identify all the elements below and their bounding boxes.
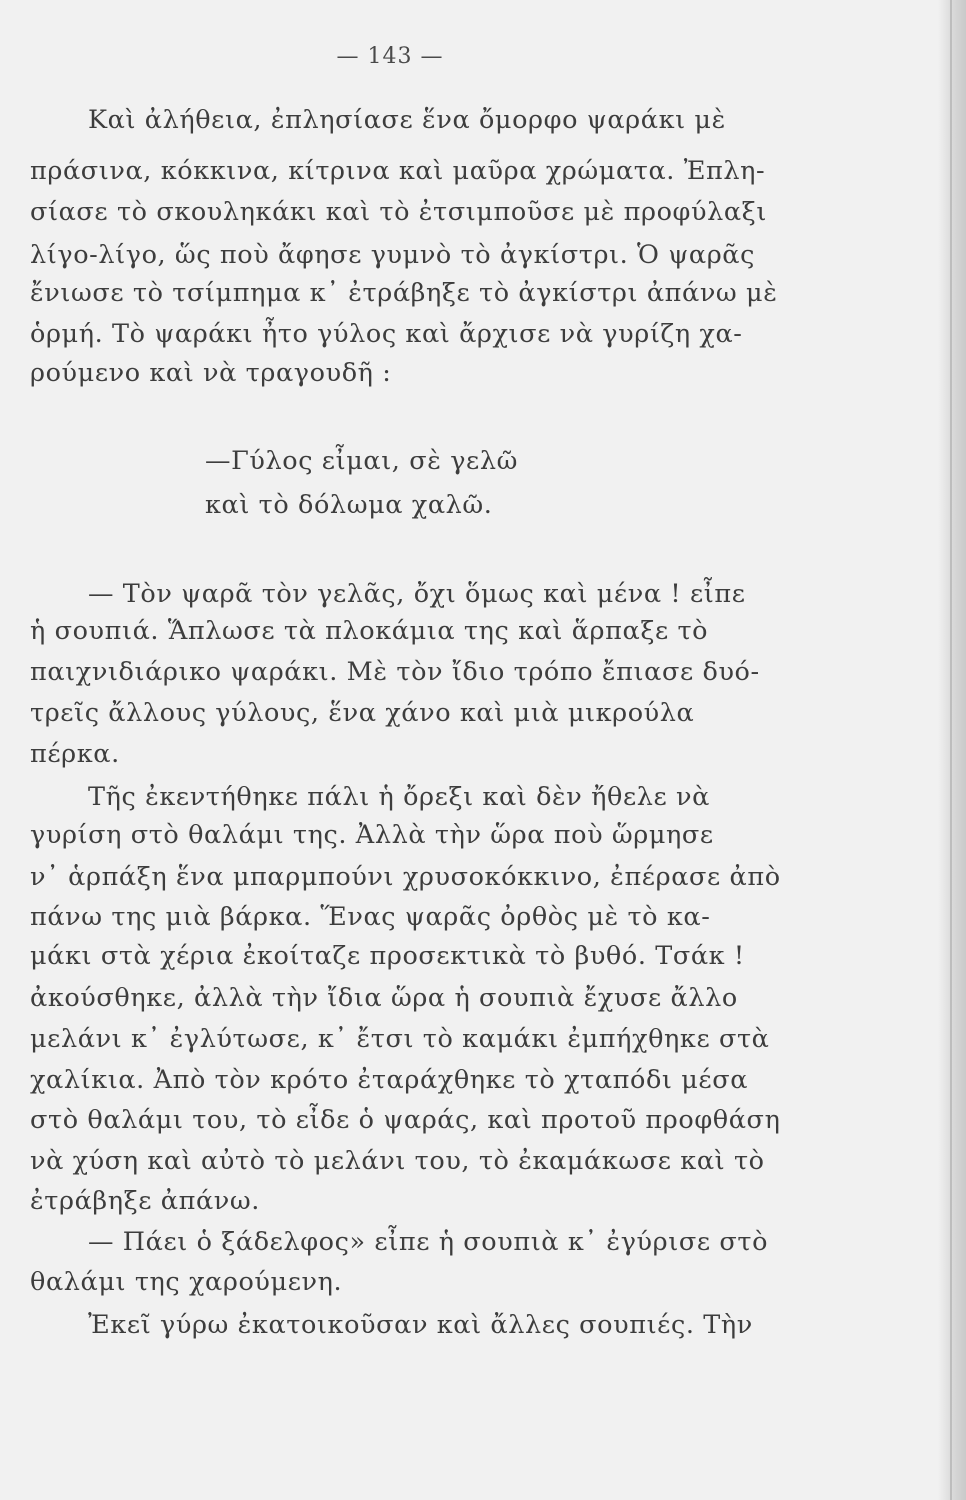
page-number: — 143 — xyxy=(336,44,444,69)
text-line: ἀκούσθηκε, ἀλλὰ τὴν ἴδια ὥρα ἡ σουπιὰ ἔχυσε ἄλλο xyxy=(30,983,738,1013)
verse-line: —Γύλος εἶμαι, σὲ γελῶ xyxy=(205,446,519,476)
text-line: ὁρμή. Τὸ ψαράκι ἦτο γύλος καὶ ἄρχισε νὰ γυρίζη χα- xyxy=(30,319,743,349)
text-line: στὸ θαλάμι του, τὸ εἶδε ὁ ψαράς, καὶ προτοῦ προφθάση xyxy=(30,1105,781,1135)
text-line: ἡ σουπιά. Ἅπλωσε τὰ πλοκάμια της καὶ ἅρπαξε τὸ xyxy=(30,616,709,646)
text-line: Καὶ ἀλήθεια, ἐπλησίασε ἕνα ὄμορφο ψαράκι μὲ xyxy=(88,105,726,135)
text-line: μελάνι κ᾿ ἐγλύτωσε, κ᾿ ἔτσι τὸ καμάκι ἐμπήχθηκε στὰ xyxy=(30,1024,770,1054)
text-line: χαλίκια. Ἀπὸ τὸν κρότο ἐταράχθηκε τὸ χταπόδι μέσα xyxy=(30,1065,749,1095)
text-line: παιχνιδιάρικο ψαράκι. Μὲ τὸν ἴδιο τρόπο ἔπιασε δυό- xyxy=(30,657,760,687)
text-line: πάνω της μιὰ βάρκα. Ἕνας ψαρᾶς ὀρθὸς μὲ τὸ κα- xyxy=(30,902,711,932)
text-line: ν᾿ ἁρπάξη ἕνα μπαρμπούνι χρυσοκόκκινο, ἐπέρασε ἀπὸ xyxy=(30,862,781,892)
text-line: ἐτράβηξε ἀπάνω. xyxy=(30,1186,260,1216)
text-line: ρούμενο καὶ νὰ τραγουδῆ : xyxy=(30,358,392,388)
text-line: τρεῖς ἄλλους γύλους, ἕνα χάνο καὶ μιὰ μικρούλα xyxy=(30,698,695,728)
text-line: — Πάει ὁ ξάδελφος» εἶπε ἡ σουπιὰ κ᾿ ἐγύρισε στὸ xyxy=(88,1227,769,1257)
text-line: — Τὸν ψαρᾶ τὸν γελᾶς, ὄχι ὅμως καὶ μένα ! εἶπε xyxy=(88,579,746,609)
text-line: Ἐκεῖ γύρω ἐκατοικοῦσαν καὶ ἄλλες σουπιές. Τὴν xyxy=(88,1310,753,1340)
page-edge-line xyxy=(950,0,952,1500)
text-line: πέρκα. xyxy=(30,739,120,769)
text-line: γυρίση στὸ θαλάμι της. Ἀλλὰ τὴν ὥρα ποὺ ὥρμησε xyxy=(30,820,714,850)
text-line: ἔνιωσε τὸ τσίμπημα κ᾿ ἐτράβηξε τὸ ἀγκίστρι ἀπάνω μὲ xyxy=(30,278,778,308)
text-line: σίασε τὸ σκουληκάκι καὶ τὸ ἐτσιμποῦσε μὲ προφύλαξι xyxy=(30,197,767,227)
page-edge-shadow xyxy=(938,0,966,1500)
text-line: λίγο-λίγο, ὥς ποὺ ἄφησε γυμνὸ τὸ ἀγκίστρι. Ὁ ψαρᾶς xyxy=(30,240,755,270)
text-line: θαλάμι της χαρούμενη. xyxy=(30,1267,343,1297)
text-line: μάκι στὰ χέρια ἐκοίταζε προσεκτικὰ τὸ βυθό. Τσάκ ! xyxy=(30,941,745,971)
text-line: Τῆς ἐκεντήθηκε πάλι ἡ ὄρεξι καὶ δὲν ἤθελε νὰ xyxy=(88,782,710,812)
text-line: νὰ χύση καὶ αὐτὸ τὸ μελάνι του, τὸ ἐκαμάκωσε καὶ τὸ xyxy=(30,1146,765,1176)
text-line: πράσινα, κόκκινα, κίτρινα καὶ μαῦρα χρώματα. Ἐπλη- xyxy=(30,156,766,186)
verse-line: καὶ τὸ δόλωμα χαλῶ. xyxy=(205,490,493,520)
